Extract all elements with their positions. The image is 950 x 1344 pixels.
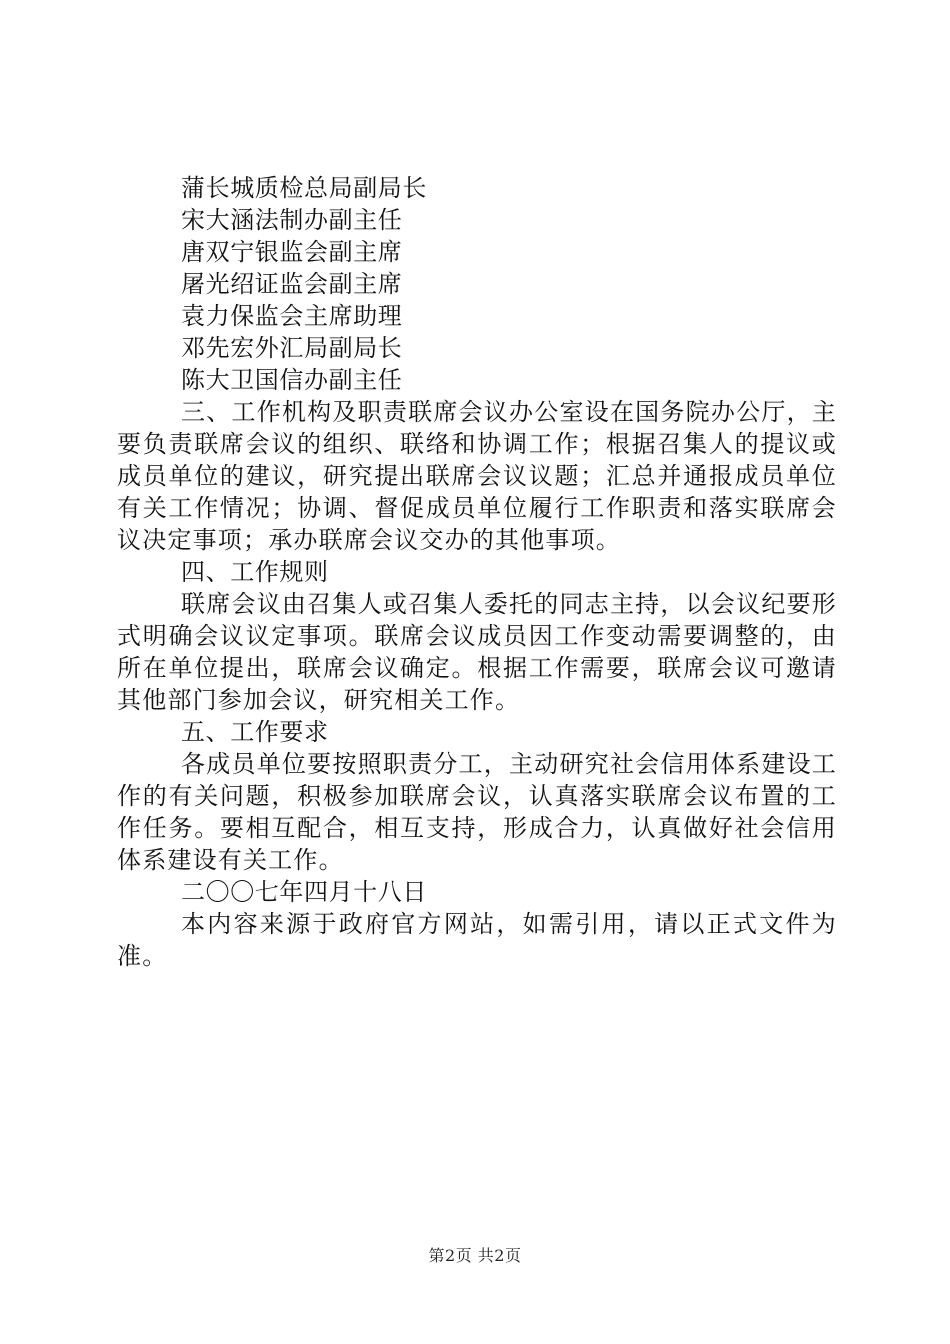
section-5-paragraph: 各成员单位要按照职责分工，主动研究社会信用体系建设工作的有关问题，积极参加联席会议，认真落实联席会议布置的工作任务。要相互配合，相互支持，形成合力，认真做好社会信用体系建设有关工作。 [117, 750, 837, 874]
member-line: 袁力保监会主席助理 [181, 302, 403, 330]
member-line: 陈大卫国信办副主任 [181, 366, 403, 394]
member-line: 屠光绍证监会副主席 [181, 270, 403, 298]
member-line: 宋大涵法制办副主任 [181, 206, 403, 234]
member-line: 邓先宏外汇局副局长 [181, 334, 403, 362]
section-4-heading: 四、工作规则 [181, 558, 329, 586]
member-line: 蒲长城质检总局副局长 [181, 174, 427, 202]
page-footer: 第2页 共2页 [428, 1246, 522, 1265]
member-line: 唐双宁银监会副主席 [181, 238, 403, 266]
document-date: 二〇〇七年四月十八日 [181, 878, 427, 906]
document-body [117, 172, 837, 972]
section-5-heading: 五、工作要求 [181, 718, 329, 746]
section-4-paragraph: 联席会议由召集人或召集人委托的同志主持，以会议纪要形式明确会议议定事项。联席会议成员因工作变动需要调整的，由所在单位提出，联席会议确定。根据工作需要，联席会议可邀请其他部门参加会议，研究相关工作。 [117, 590, 837, 714]
section-3-paragraph: 三、工作机构及职责联席会议办公室设在国务院办公厅，主要负责联席会议的组织、联络和协调工作；根据召集人的提议或成员单位的建议，研究提出联席会议议题；汇总并通报成员单位有关工作情况；协调、督促成员单位履行工作职责和落实联席会议决定事项；承办联席会议交办的其他事项。 [117, 398, 837, 554]
source-note: 本内容来源于政府官方网站，如需引用，请以正式文件为准。 [117, 910, 837, 970]
